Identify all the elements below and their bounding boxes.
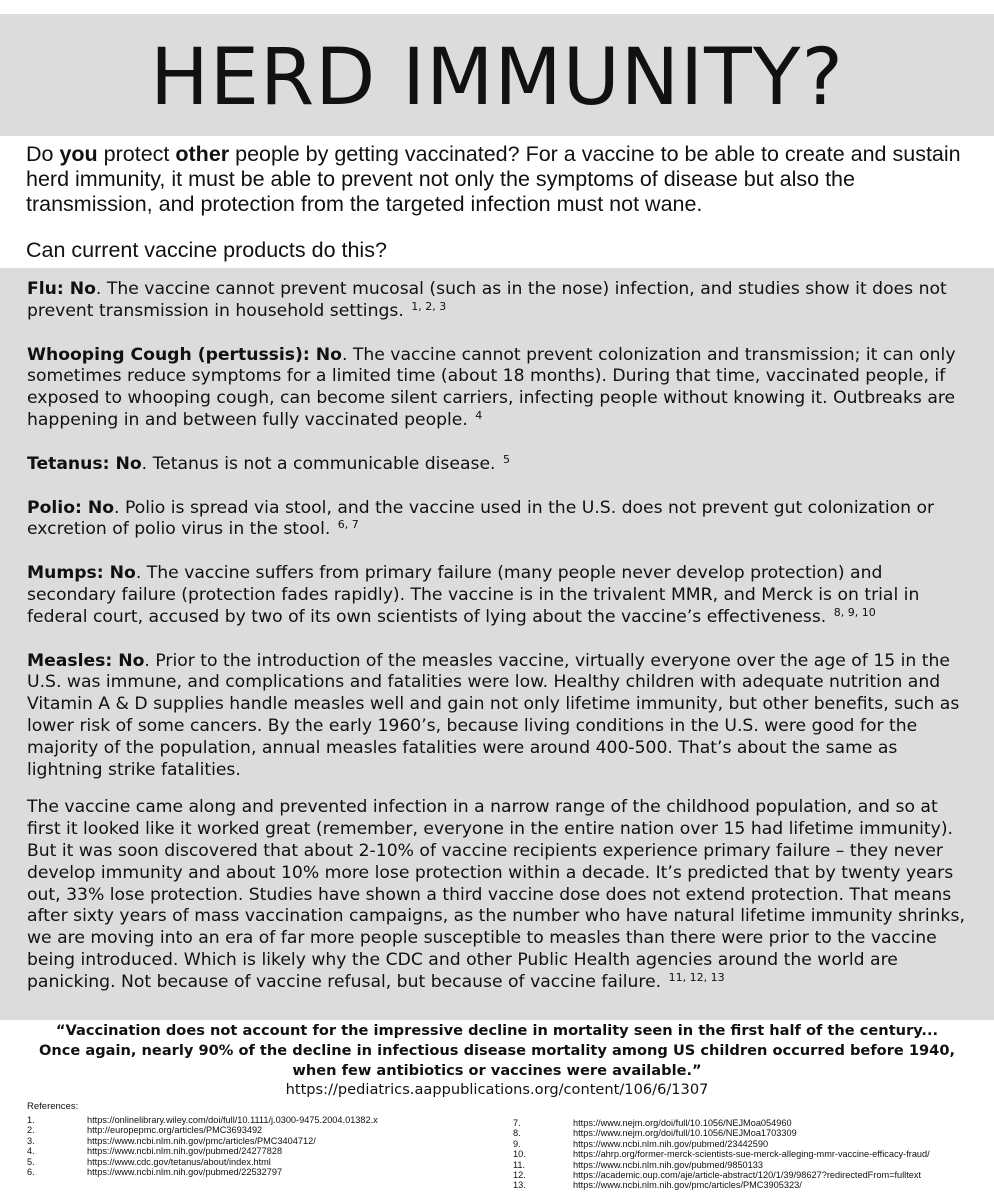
section-pertussis xyxy=(27,345,967,432)
section-tetanus-refs: 5 xyxy=(502,452,510,466)
section-vaccine-failure-text: The vaccine came along and prevented infection in a narrow range of the childhood population, and so at first it looked like it worked great (remember, everyone in the entire nation over 15 had lifetime immunity). But it was soon discovered that about 2-10% of vaccine recipients experience primary failure – they never develop immunity and about 10% more lose protection within a decade. It’s predicted that by twenty years out, 33% lose protection. Studies have shown a third vaccine dose does not extend protection. That means after sixty years of mass vaccination campaigns, as the number who have natural lifetime immunity shrinks, we are moving into an era of far more people susceptible to measles than there were prior to the vaccine being introduced. Which is likely why the CDC and other Public Health agencies around the world are panicking. Not because of vaccine refusal, but because of vaccine failure. xyxy=(27,797,965,992)
reference-link[interactable]: https://www.cdc.gov/tetanus/about/index.html xyxy=(87,1156,271,1167)
section-tetanus-label: Tetanus: No xyxy=(27,453,142,474)
reference-number: 5. xyxy=(27,1156,35,1167)
reference-link[interactable]: https://www.ncbi.nlm.nih.gov/pmc/articles/PMC3905323/ xyxy=(573,1180,802,1191)
section-polio-refs: 6, 7 xyxy=(337,518,359,532)
reference-link[interactable]: https://www.ncbi.nlm.nih.gov/pmc/articles/PMC3404712/ xyxy=(87,1135,316,1146)
section-polio-text: . Polio is spread via stool, and the vaccine used in the U.S. does not prevent gut colonization or excretion of polio virus in the stool. xyxy=(27,497,935,540)
reference-number: 2. xyxy=(27,1125,35,1136)
section-polio xyxy=(27,498,967,542)
reference-link[interactable]: https://www.nejm.org/doi/full/10.1056/NEJMoa1703309 xyxy=(573,1128,797,1139)
reference-item xyxy=(27,1136,487,1146)
reference-item xyxy=(27,1125,487,1135)
section-mumps xyxy=(27,563,967,628)
intro-emphasis-other: other xyxy=(175,142,230,166)
reference-number: 13. xyxy=(513,1180,526,1191)
intro-text-b: protect xyxy=(97,142,176,166)
section-pertussis-text: . The vaccine cannot prevent colonization and transmission; it can only sometimes reduce symptoms for a limited time (about 18 months). During that time, vaccinated people, if exposed to whooping cough, can become silent carriers, infecting people without knowing it. Outbreaks are happening in and between fully vaccinated people. xyxy=(27,344,956,430)
reference-item xyxy=(513,1180,973,1190)
references-left-column xyxy=(27,1115,487,1177)
reference-link[interactable]: https://www.ncbi.nlm.nih.gov/pubmed/24277828 xyxy=(87,1146,283,1157)
reference-item xyxy=(513,1160,973,1170)
reference-number: 11. xyxy=(513,1159,526,1170)
intro-emphasis-you: you xyxy=(59,142,98,166)
section-measles-text: . Prior to the introduction of the measles vaccine, virtually everyone over the age of 15 in the U.S. was immune, and complications and fatalities were low. Healthy children with adequate nutrition and Vitamin A & D supplies handle measles well and gain not only lifetime immunity, but other benefits, such as lower risk of some cancers. By the early 1960’s, because living conditions in the U.S. were good for the majority of the population, annual measles fatalities were around 400-500. That’s about the same as lightning strike fatalities. xyxy=(27,650,960,780)
quote-line-2: Once again, nearly 90% of the decline in infectious disease mortality among US children occurred before 1940, xyxy=(38,1042,956,1059)
section-mumps-label: Mumps: No xyxy=(27,563,136,584)
quote-line-1: “Vaccination does not account for the impressive decline in mortality seen in the first half of the century... xyxy=(55,1022,939,1039)
quote-source-link[interactable]: https://pediatrics.aappublications.org/content/106/6/1307 xyxy=(285,1081,709,1098)
reference-link[interactable]: https://onlinelibrary.wiley.com/doi/full/10.1111/j.0300-9475.2004.01382.x xyxy=(87,1115,378,1125)
references-heading: References: xyxy=(27,1101,79,1112)
reference-link[interactable]: https://www.ncbi.nlm.nih.gov/pubmed/9850133 xyxy=(573,1159,763,1170)
reference-item xyxy=(27,1167,487,1177)
reference-number: 7. xyxy=(513,1118,521,1128)
reference-link[interactable]: http://europepmc.org/articles/PMC3693492 xyxy=(87,1125,263,1136)
intro-text-a: Do xyxy=(26,142,60,166)
section-flu xyxy=(27,279,967,323)
section-pertussis-label: Whooping Cough (pertussis): No xyxy=(27,344,342,365)
reference-item xyxy=(27,1115,487,1125)
reference-number: 1. xyxy=(27,1115,35,1125)
reference-item xyxy=(513,1118,973,1128)
reference-link[interactable]: https://www.ncbi.nlm.nih.gov/pubmed/23442590 xyxy=(573,1138,769,1149)
reference-number: 4. xyxy=(27,1146,35,1157)
reference-link[interactable]: https://www.ncbi.nlm.nih.gov/pubmed/22532797 xyxy=(87,1167,283,1178)
intro-paragraph xyxy=(26,142,976,217)
reference-number: 8. xyxy=(513,1128,521,1139)
reference-number: 9. xyxy=(513,1138,521,1149)
intro-question: Can current vaccine products do this? xyxy=(26,238,387,262)
reference-number: 6. xyxy=(27,1167,35,1178)
reference-item xyxy=(513,1139,973,1149)
section-tetanus xyxy=(27,454,967,476)
page-title: HERD IMMUNITY? xyxy=(150,33,844,123)
reference-item xyxy=(513,1149,973,1159)
pull-quote xyxy=(0,1021,994,1081)
section-pertussis-refs: 4 xyxy=(475,408,483,422)
reference-link[interactable]: https://ahrp.org/former-merck-scientists-sue-merck-alleging-mmr-vaccine-efficacy-fraud/ xyxy=(573,1149,930,1160)
section-flu-text: . The vaccine cannot prevent mucosal (such as in the nose) infection, and studies show it does not prevent transmission in household settings. xyxy=(27,279,947,321)
section-tetanus-text: . Tetanus is not a communicable disease. xyxy=(141,453,496,474)
reference-link[interactable]: https://academic.oup.com/aje/article-abstract/120/1/39/98627?redirectedFrom=fulltext xyxy=(573,1170,922,1181)
section-flu-refs: 1, 2, 3 xyxy=(411,299,447,313)
section-polio-label: Polio: No xyxy=(27,497,115,518)
reference-item xyxy=(27,1146,487,1156)
reference-item xyxy=(27,1157,487,1167)
reference-link[interactable]: https://www.nejm.org/doi/full/10.1056/NEJMoa054960 xyxy=(573,1118,792,1128)
title-banner xyxy=(0,14,994,136)
intro-text-c: people by getting vaccinated? For a vaccine to be able to create and sustain herd immunity, it must be able to prevent not only the symptoms of disease but also the transmission, and protection from the targeted infection must not wane. xyxy=(26,142,961,216)
references-right-column xyxy=(513,1118,973,1191)
section-flu-label: Flu: No xyxy=(27,279,96,299)
reference-number: 10. xyxy=(513,1149,526,1160)
section-measles xyxy=(27,651,967,782)
section-measles-label: Measles: No xyxy=(27,650,145,671)
section-mumps-text: . The vaccine suffers from primary failure (many people never develop protection) and secondary failure (protection fades rapidly). The vaccine is in the trivalent MMR, and Merck is on trial in federal court, accused by two of its own scientists of lying about the vaccine’s effectiveness. xyxy=(27,563,920,627)
reference-item xyxy=(513,1128,973,1138)
section-vaccine-failure xyxy=(27,797,967,993)
quote-line-3: when few antibiotics or vaccines were available.” xyxy=(292,1062,702,1079)
reference-number: 3. xyxy=(27,1135,35,1146)
section-mumps-refs: 8, 9, 10 xyxy=(833,605,876,619)
reference-number: 12. xyxy=(513,1170,526,1181)
reference-item xyxy=(513,1170,973,1180)
section-vaccine-failure-refs: 11, 12, 13 xyxy=(668,970,725,984)
vaccine-analysis xyxy=(27,279,967,994)
